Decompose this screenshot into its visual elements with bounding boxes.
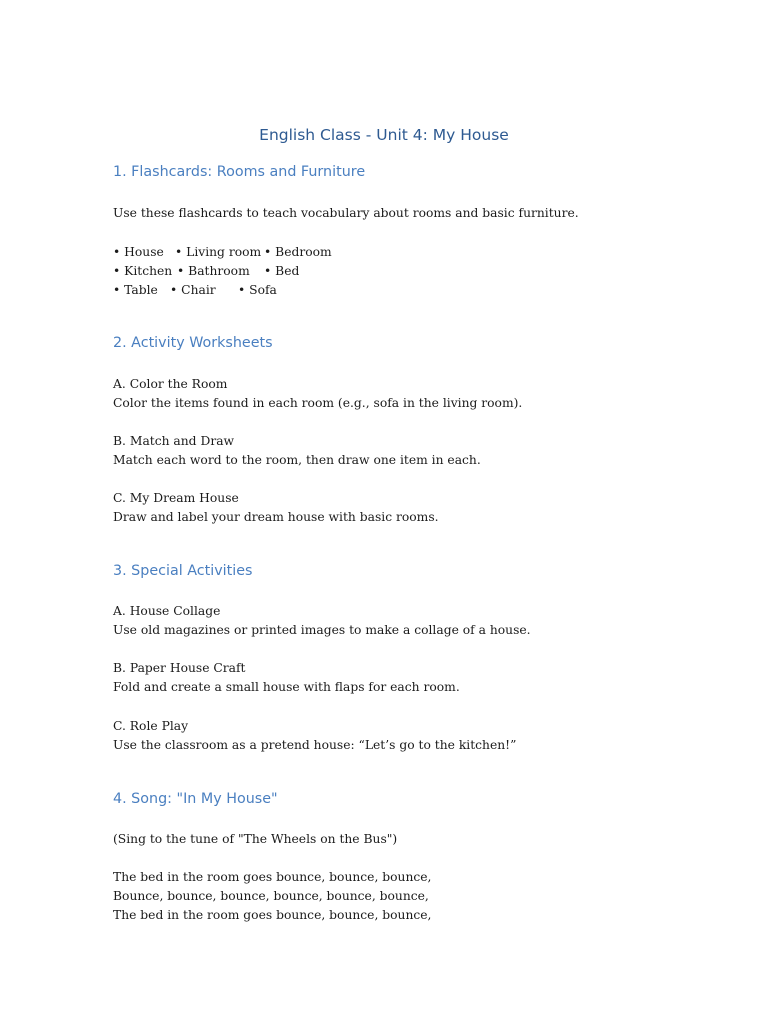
vocab-item: • Bed [264,264,300,278]
section-heading-flashcards: 1. Flashcards: Rooms and Furniture [113,164,366,180]
worksheet-title: B. Match and Draw [113,434,235,448]
activity-title: A. House Collage [113,604,221,618]
document-title: English Class - Unit 4: My House [259,126,509,144]
vocab-item: • House [113,245,164,259]
section-heading-special-activities: 3. Special Activities [113,563,253,579]
song-lyric-line: Bounce, bounce, bounce, bounce, bounce, bounce, [113,889,429,903]
vocab-item: • Bathroom [177,264,250,278]
song-lyric-line: The bed in the room goes bounce, bounce, bounce, [113,908,432,922]
song-lyric-line: The bed in the room goes bounce, bounce, bounce, [113,870,432,884]
vocab-item: • Kitchen [113,264,173,278]
vocab-item: • Table [113,283,158,297]
vocab-item: • Bedroom [264,245,332,259]
activity-desc: Fold and create a small house with flaps for each room. [113,680,460,694]
activity-title: C. Role Play [113,719,189,733]
vocab-item: • Sofa [238,283,277,297]
activity-desc: Use old magazines or printed images to make a collage of a house. [113,623,531,637]
worksheet-desc: Color the items found in each room (e.g., sofa in the living room). [113,396,523,410]
worksheet-title: C. My Dream House [113,491,239,505]
section-heading-song: 4. Song: "In My House" [113,791,278,807]
worksheet-desc: Match each word to the room, then draw one item in each. [113,453,481,467]
activity-desc: Use the classroom as a pretend house: “Let’s go to the kitchen!” [113,738,517,752]
song-note: (Sing to the tune of "The Wheels on the Bus") [113,832,398,846]
vocab-item: • Living room [175,245,262,259]
worksheet-title: A. Color the Room [113,377,228,391]
vocab-item: • Chair [170,283,216,297]
section-heading-worksheets: 2. Activity Worksheets [113,335,273,351]
activity-title: B. Paper House Craft [113,661,246,675]
worksheet-desc: Draw and label your dream house with basic rooms. [113,510,439,524]
flashcards-intro: Use these flashcards to teach vocabulary about rooms and basic furniture. [113,206,579,220]
